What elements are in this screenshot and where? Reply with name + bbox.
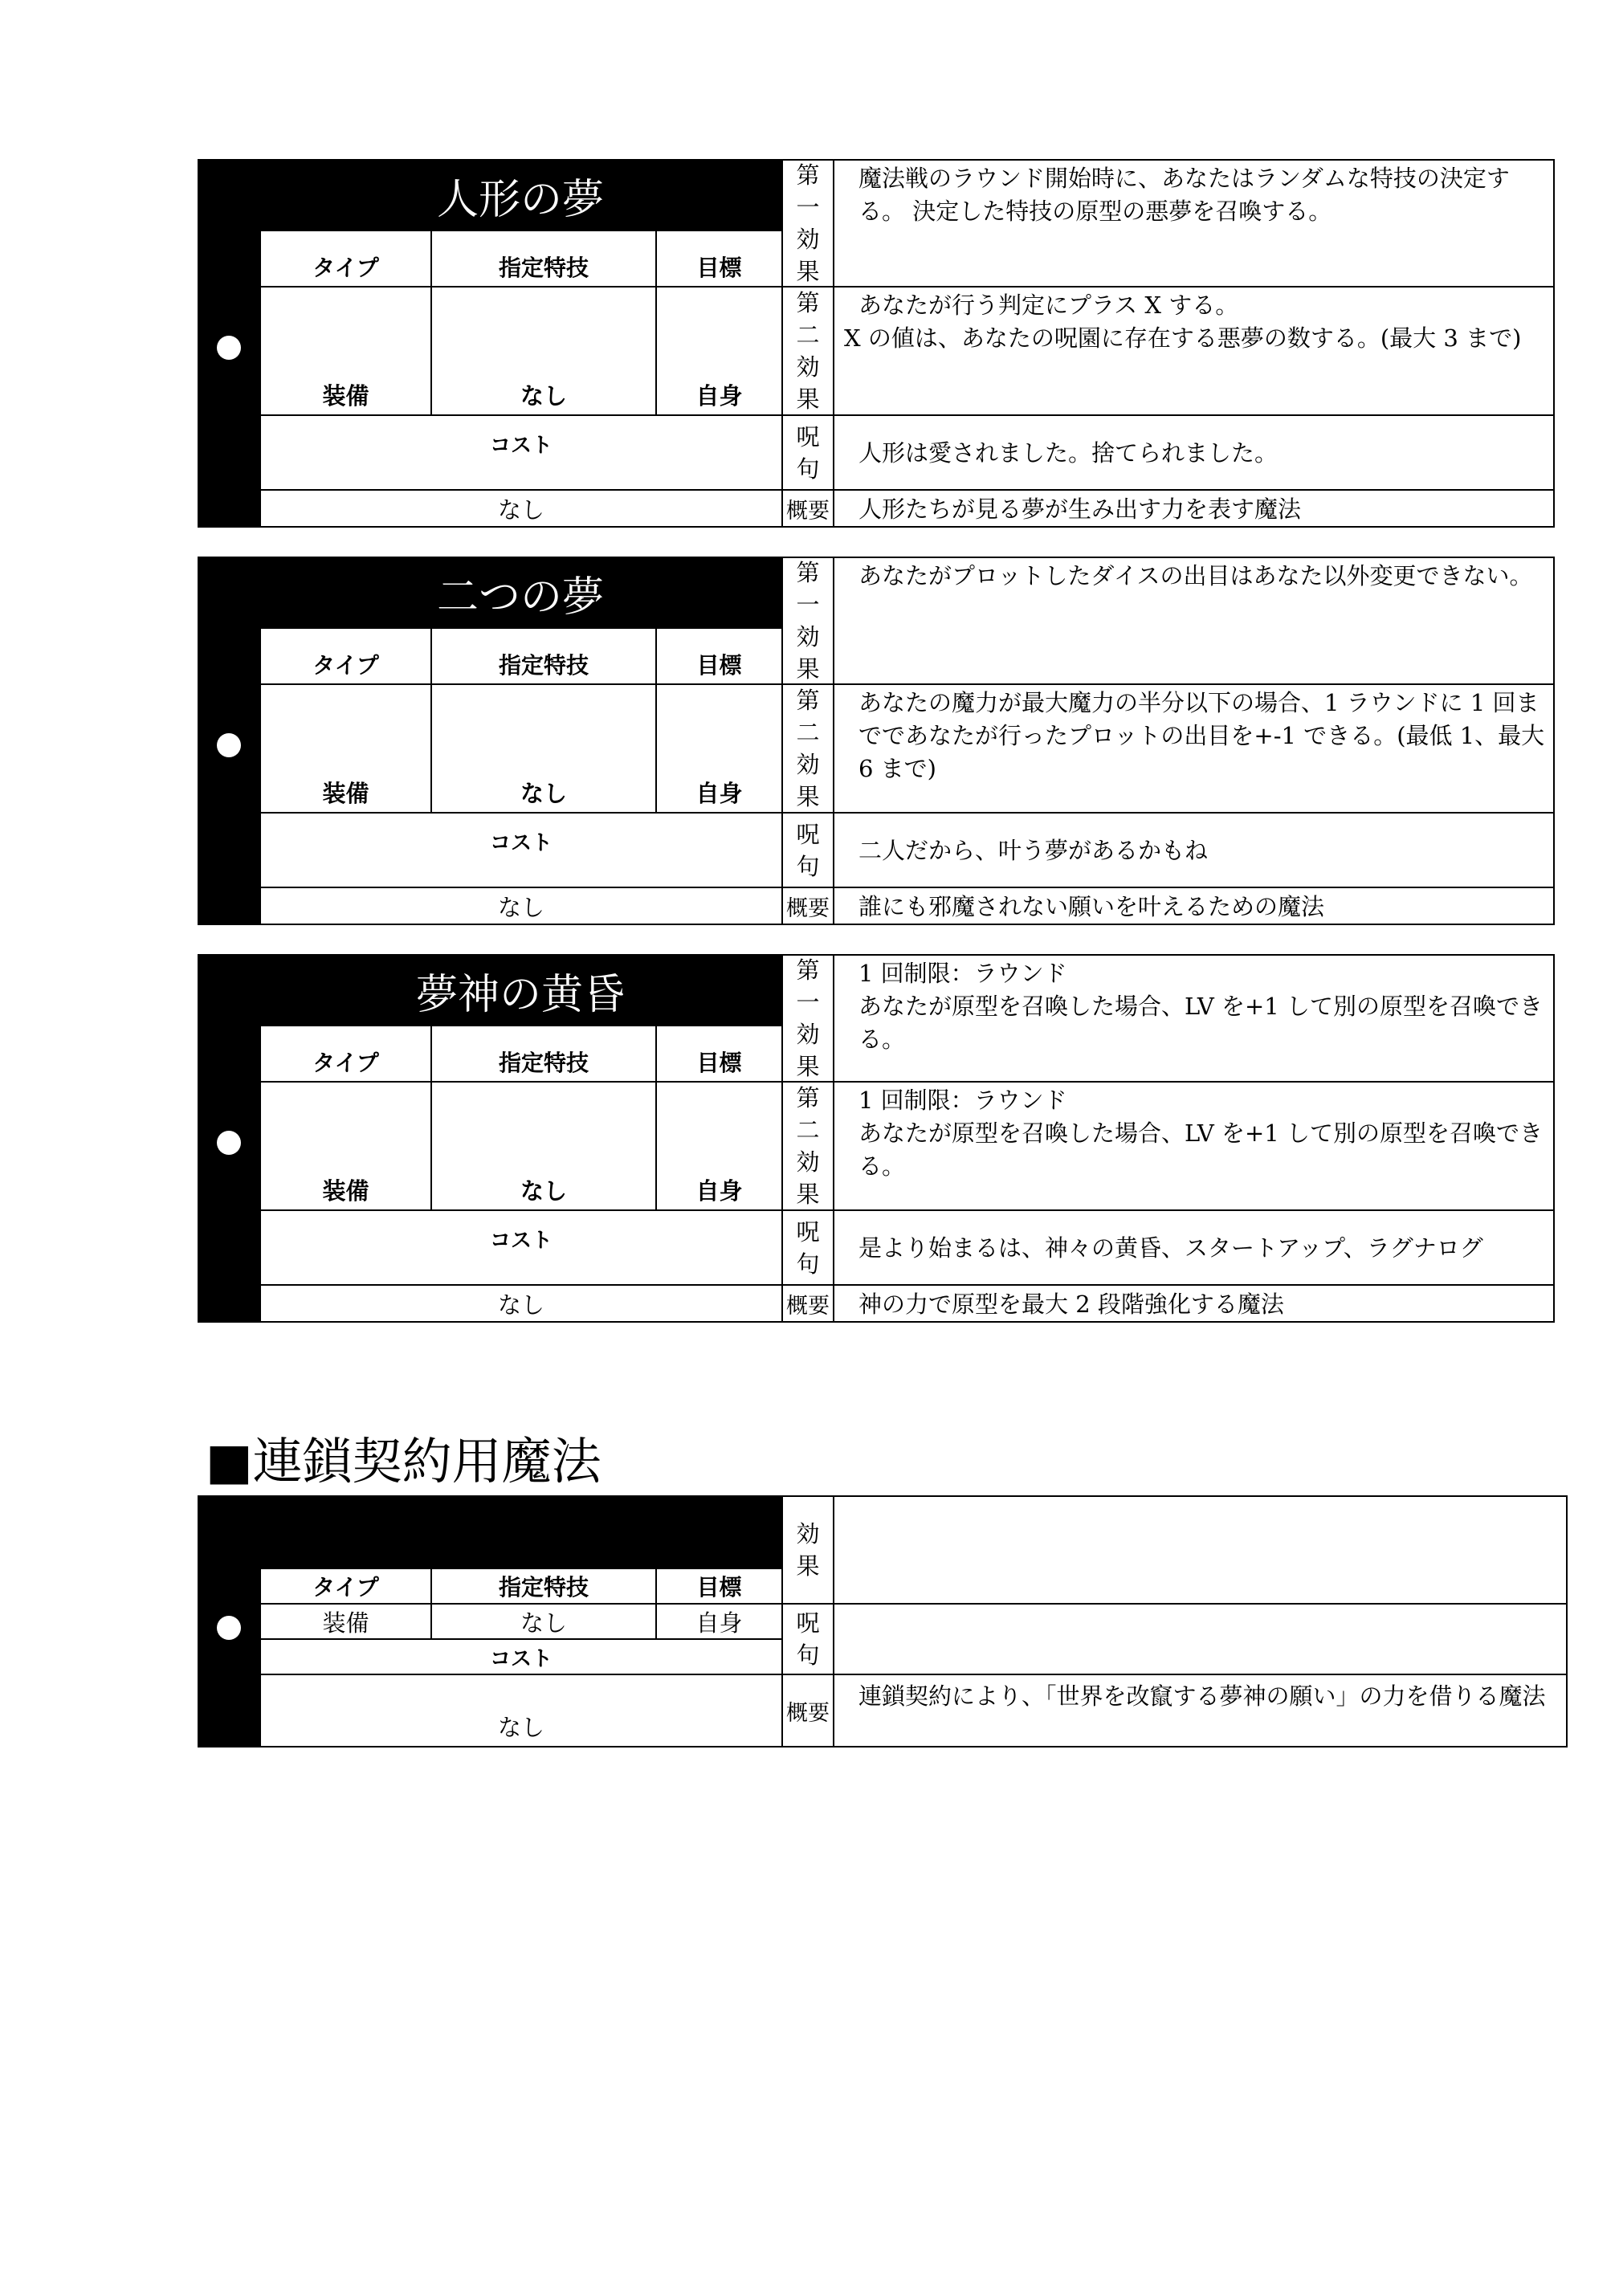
summary-label: 概要 <box>781 489 834 528</box>
label-char: 果 <box>796 385 820 413</box>
spell-title: 二つの夢 <box>259 557 781 629</box>
type-header: タイプ <box>259 230 432 288</box>
cost-header: コスト <box>259 414 783 491</box>
cost-value: なし <box>259 1284 783 1323</box>
label-char: 句 <box>796 1250 820 1278</box>
label-char: 句 <box>796 852 820 880</box>
spell-title <box>259 1495 781 1569</box>
type-value: 装備 <box>259 286 432 416</box>
label-char: 効 <box>796 1520 820 1548</box>
effect-line: X の値は、あなたの呪園に存在する悪夢の数する。(最大 3 まで) <box>844 324 1522 352</box>
effect-text <box>833 1495 1568 1605</box>
label-char: 効 <box>796 623 820 650</box>
label-char: 効 <box>796 226 820 253</box>
effect-line: あなたが原型を召喚した場合、LV を+1 して別の原型を召喚できる。 <box>858 993 1543 1053</box>
effect1-text <box>833 159 1555 288</box>
label-char: 果 <box>796 783 820 810</box>
label-char: 効 <box>796 353 820 381</box>
label-char: 果 <box>796 258 820 285</box>
label-char: 効 <box>796 1148 820 1176</box>
type-header: タイプ <box>259 1568 432 1605</box>
label-char: 句 <box>796 455 820 483</box>
label-char: 果 <box>796 1552 820 1580</box>
target-value: 自身 <box>655 1603 783 1640</box>
effect1-label <box>781 159 834 288</box>
effect2-text <box>833 1081 1555 1211</box>
skill-header: 指定特技 <box>430 230 657 288</box>
effect-line: 1 回制限：ラウンド <box>858 960 1067 987</box>
skill-header: 指定特技 <box>430 627 657 685</box>
label-char: 第 <box>796 687 820 714</box>
target-value: 自身 <box>655 1081 783 1211</box>
type-value: 装備 <box>259 683 432 814</box>
label-char: 第 <box>796 289 820 316</box>
bullet-dot-icon <box>217 1131 241 1155</box>
skill-value: なし <box>430 1081 657 1211</box>
label-char: 効 <box>796 751 820 778</box>
chant-text: 二人だから、叶う夢があるかもね <box>833 812 1555 888</box>
summary-label: 概要 <box>781 1284 834 1323</box>
effect-line: 1 回制限：ラウンド <box>858 1087 1067 1114</box>
spell-card-2 <box>198 557 1555 925</box>
spell-title: 人形の夢 <box>259 159 781 231</box>
label-char: 二 <box>796 1116 820 1144</box>
cost-value: なし <box>259 887 783 925</box>
skill-header: 指定特技 <box>430 1025 657 1083</box>
effect1-text <box>833 557 1555 685</box>
label-char: 呪 <box>796 422 820 451</box>
cost-header: コスト <box>259 812 783 888</box>
effect1-label <box>781 557 834 685</box>
effect-line: あなたが原型を召喚した場合、LV を+1 して別の原型を召喚できる。 <box>858 1119 1543 1180</box>
chant-label <box>781 812 834 888</box>
chant-text <box>833 1603 1568 1675</box>
cost-header: コスト <box>259 1638 783 1675</box>
skill-value: なし <box>430 683 657 814</box>
summary-label: 概要 <box>781 887 834 925</box>
skill-value: なし <box>430 1603 657 1640</box>
type-header: タイプ <box>259 1025 432 1083</box>
target-header: 目標 <box>655 230 783 288</box>
effect2-label <box>781 683 834 814</box>
effect-line: 魔法戦のラウンド開始時に、あなたはランダムな特技の決定する。 決定した特技の原型の悪夢を召喚する。 <box>858 165 1510 225</box>
effect2-text <box>833 286 1555 416</box>
label-char: 呪 <box>796 1217 820 1246</box>
effect1-text <box>833 954 1555 1083</box>
label-char: 第 <box>796 161 820 189</box>
summary-label: 概要 <box>781 1674 834 1747</box>
effect-label <box>781 1495 834 1605</box>
target-header: 目標 <box>655 1568 783 1605</box>
spell-title: 夢神の黄昏 <box>259 954 781 1026</box>
effect-line: あなたの魔力が最大魔力の半分以下の場合、1 ラウンドに 1 回までであなたが行ったプロットの出目を+-1 できる。(最低 1、最大 6 まで) <box>858 689 1545 782</box>
summary-text: 神の力で原型を最大 2 段階強化する魔法 <box>833 1284 1555 1323</box>
label-char: 第 <box>796 956 820 984</box>
label-char: 二 <box>796 321 820 349</box>
cost-header: コスト <box>259 1209 783 1286</box>
chant-label <box>781 414 834 491</box>
skill-header: 指定特技 <box>430 1568 657 1605</box>
effect2-label <box>781 1081 834 1211</box>
target-header: 目標 <box>655 1025 783 1083</box>
label-char: 効 <box>796 1021 820 1048</box>
label-char: 果 <box>796 1053 820 1080</box>
summary-text: 連鎖契約により、「世界を改竄する夢神の願い」の力を借りる魔法 <box>833 1674 1568 1747</box>
type-value: 装備 <box>259 1081 432 1211</box>
effect-line: あなたがプロットしたダイスの出目はあなた以外変更できない。 <box>858 562 1533 589</box>
label-char: 一 <box>796 989 820 1016</box>
spell-card-1 <box>198 159 1555 528</box>
label-char: 第 <box>796 1084 820 1111</box>
chain-spell-card <box>198 1495 1568 1747</box>
type-value: 装備 <box>259 1603 432 1640</box>
type-header: タイプ <box>259 627 432 685</box>
effect2-label <box>781 286 834 416</box>
label-char: 一 <box>796 194 820 221</box>
bullet-dot-icon <box>217 733 241 757</box>
chant-label <box>781 1209 834 1286</box>
effect2-text <box>833 683 1555 814</box>
skill-value: なし <box>430 286 657 416</box>
section-heading: ■連鎖契約用魔法 <box>206 1432 602 1491</box>
label-char: 呪 <box>796 1609 820 1637</box>
label-char: 句 <box>796 1641 820 1669</box>
target-value: 自身 <box>655 286 783 416</box>
label-char: 呪 <box>796 820 820 848</box>
chant-label <box>781 1603 834 1675</box>
target-value: 自身 <box>655 683 783 814</box>
label-char: 果 <box>796 1181 820 1208</box>
chant-text: 人形は愛されました。捨てられました。 <box>833 414 1555 491</box>
label-char: 一 <box>796 591 820 618</box>
bullet-dot-icon <box>217 336 241 360</box>
label-char: 果 <box>796 655 820 683</box>
label-char: 二 <box>796 719 820 746</box>
bullet-dot-icon <box>217 1616 241 1640</box>
effect-line: あなたが行う判定にプラス X する。 <box>858 292 1239 319</box>
chant-text: 是より始まるは、神々の黄昏、スタートアップ、ラグナログ <box>833 1209 1555 1286</box>
summary-text: 誰にも邪魔されない願いを叶えるための魔法 <box>833 887 1555 925</box>
spell-card-3 <box>198 954 1555 1323</box>
label-char: 第 <box>796 559 820 586</box>
cost-value: なし <box>259 1674 783 1747</box>
summary-text: 人形たちが見る夢が生み出す力を表す魔法 <box>833 489 1555 528</box>
target-header: 目標 <box>655 627 783 685</box>
cost-value: なし <box>259 489 783 528</box>
effect1-label <box>781 954 834 1083</box>
